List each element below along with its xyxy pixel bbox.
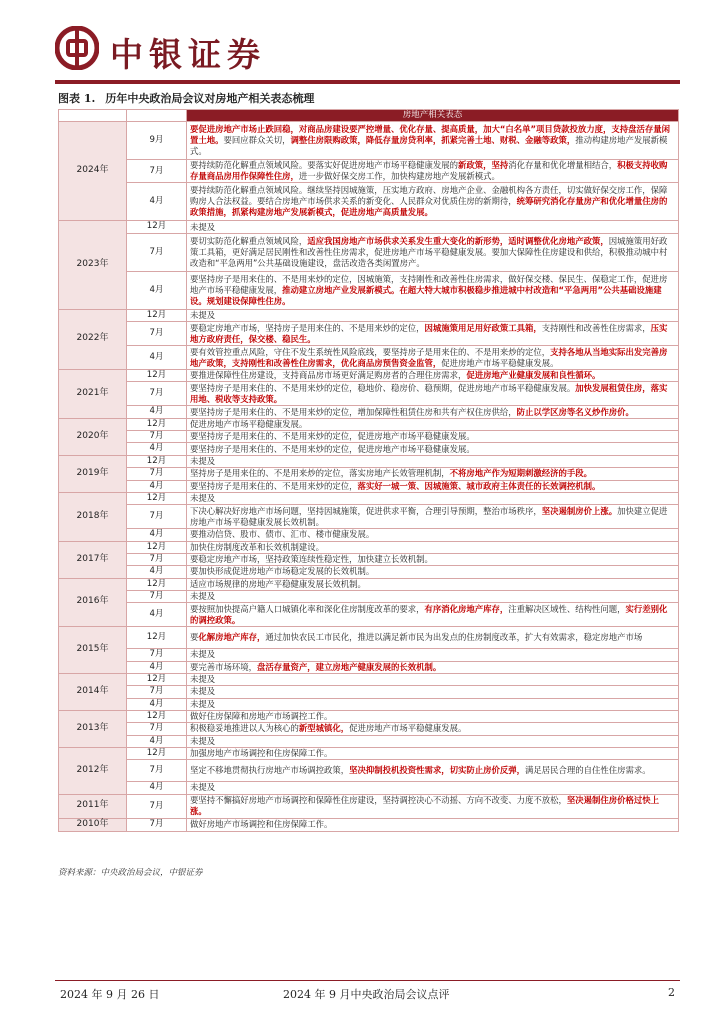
month-cell: 7月 <box>127 468 187 480</box>
statement-cell <box>187 505 679 529</box>
month-cell: 4月 <box>127 443 187 455</box>
year-cell: 2013年 <box>59 710 127 747</box>
table-row <box>59 455 679 467</box>
statement-text: 因城施策用好政策工具箱，更好满足居民刚性和改善性住房需求，促进房地产市场平稳健康发展。要加大保障性住房建设和供给，积极推动城中村改造和“平急两用”公共基础设施建设，盘活改造各类闲置房产。 <box>190 235 668 268</box>
statement-text: 未提及 <box>190 591 216 602</box>
statement-text: 未提及 <box>190 674 216 685</box>
table-body <box>59 122 679 831</box>
header-rule <box>55 80 680 84</box>
statement-cell <box>187 566 679 578</box>
statement-text: 加快建立促进房地产市场平稳健康发展长效机制。 <box>190 505 668 527</box>
month-cell: 12月 <box>127 627 187 649</box>
statement-text: 坚持房子是用来住的、不是用来炒的定位，落实房地产长效管理机制， <box>190 468 450 479</box>
statement-cell <box>187 661 679 673</box>
statement-cell <box>187 382 679 406</box>
statement-cell <box>187 492 679 504</box>
table-row <box>59 505 679 529</box>
statement-text: 未提及 <box>190 221 216 232</box>
statement-cell <box>187 541 679 553</box>
source-note: 资料来源：中央政治局会议，中银证券 <box>58 868 203 878</box>
statement-text: 要 <box>190 632 199 643</box>
month-cell: 4月 <box>127 735 187 747</box>
month-cell: 4月 <box>127 782 187 794</box>
month-cell: 4月 <box>127 661 187 673</box>
table-row <box>59 748 679 760</box>
highlighted-text: 新政策，坚持 <box>458 160 509 171</box>
statement-text: 要坚持房子是用来住的、不是用来炒的定位，促进房地产市场平稳健康发展。 <box>190 443 475 454</box>
statement-text: 促进房地产市场平稳健康发展。 <box>349 723 467 734</box>
statement-text: 进一步做好保交房工作，加快构建房地产发展新模式。 <box>298 171 500 182</box>
statement-text: 做好房地产市场调控和住房保障工作。 <box>190 819 333 830</box>
table-row <box>59 183 679 221</box>
statement-text: 要推动信贷、股市、债市、汇市、楼市健康发展。 <box>190 529 375 540</box>
highlighted-text: 适应我国房地产市场供求关系发生重大变化的新形势，适时调整优化房地产政策， <box>307 235 609 246</box>
table-row <box>59 661 679 673</box>
policy-table <box>58 109 679 832</box>
highlighted-text: 新型城镇化， <box>298 723 350 734</box>
table-row <box>59 468 679 480</box>
statement-cell <box>187 221 679 233</box>
table-row <box>59 529 679 541</box>
month-cell: 4月 <box>127 480 187 492</box>
table-row <box>59 590 679 602</box>
month-cell: 12月 <box>127 748 187 760</box>
statement-cell <box>187 590 679 602</box>
statement-cell <box>187 673 679 685</box>
month-cell: 4月 <box>127 698 187 710</box>
statement-text: 要坚持房子是用来住的、不是用来炒的定位，稳地价、稳房价、稳预期，促进房地产市场平稳健康发展。 <box>190 382 576 393</box>
statement-text: 消化存量和优化增量相结合， <box>508 160 618 171</box>
table-corner <box>59 110 127 122</box>
statement-text: 要稳定房地产市场，坚持房子是用来住的、不是用来炒的定位， <box>190 322 425 333</box>
month-cell: 4月 <box>127 346 187 370</box>
year-cell: 2015年 <box>59 627 127 674</box>
highlighted-text: 坚决遏制房价上涨。 <box>541 505 618 516</box>
table-row <box>59 723 679 735</box>
statement-cell <box>187 686 679 698</box>
statement-text: 要坚持房子是用来住的、不是用来炒的定位，增加保障性租赁住房和共有产权住房供给， <box>190 406 517 417</box>
table-row <box>59 649 679 661</box>
statement-text: 要按照加快提高户籍人口城镇化率和深化住房制度改革的要求， <box>190 603 425 614</box>
statement-cell <box>187 818 679 831</box>
statement-text: 要坚持不懈搞好房地产市场调控和保障性住房建设，坚持调控决心不动摇、方向不改变、力度不放松， <box>190 795 567 806</box>
statement-cell <box>187 723 679 735</box>
figure-title <box>58 90 324 106</box>
table-row <box>59 443 679 455</box>
statement-cell <box>187 443 679 455</box>
table-row <box>59 566 679 578</box>
statement-cell <box>187 529 679 541</box>
statement-text: 未提及 <box>190 455 216 466</box>
highlighted-text: 实行差别化的调控政策。 <box>190 603 668 625</box>
year-cell: 2024年 <box>59 122 127 221</box>
table-row <box>59 431 679 443</box>
statement-cell <box>187 649 679 661</box>
statement-cell <box>187 578 679 590</box>
statement-cell <box>187 183 679 221</box>
statement-cell <box>187 455 679 467</box>
year-cell: 2022年 <box>59 309 127 369</box>
statement-text: 促进房地产市场平稳健康发展。 <box>441 357 559 368</box>
highlighted-text: 落实好一城一策、因城施策、城市政府主体责任的长效调控机制。 <box>357 480 601 491</box>
report-header <box>55 26 675 80</box>
statement-text: 要坚持房子是用来住的、不是用来炒的定位，促进房地产市场平稳健康发展。 <box>190 431 475 442</box>
statement-text: 要坚持房子是用来住的、不是用来炒的定位，因城施策，支持刚性和改善性住房需求，做好保交楼、保民生、保稳定工作，促进房地产市场平稳健康发展， <box>190 273 668 295</box>
table-row <box>59 309 679 321</box>
statement-cell <box>187 233 679 271</box>
statement-text: 要回应群众关切， <box>223 135 291 146</box>
statement-cell <box>187 346 679 370</box>
statement-text: 要有效管控重点风险，守住不发生系统性风险底线，要坚持房子是用来住的、不是用来炒的定位， <box>190 346 551 357</box>
year-cell: 2018年 <box>59 492 127 541</box>
statement-text: 加快住房制度改革和长效机制建设。 <box>190 541 324 552</box>
table-row <box>59 735 679 747</box>
statement-cell <box>187 160 679 183</box>
month-cell: 7月 <box>127 505 187 529</box>
page-number: 2 <box>668 986 675 999</box>
statement-text: 积极稳妥地推进以人为核心的 <box>190 723 299 734</box>
month-cell: 4月 <box>127 183 187 221</box>
month-cell: 7月 <box>127 649 187 661</box>
statement-text: 要推进保障性住房建设，支持商品房市场更好满足购房者的合理住房需求， <box>190 370 467 381</box>
month-cell: 7月 <box>127 382 187 406</box>
highlighted-text: 调整住房限购政策，降低存量房贷利率，抓紧完善土地、财税、金融等政策， <box>290 135 576 146</box>
statement-text: 要坚持房子是用来住的、不是用来炒的定位， <box>190 480 358 491</box>
statement-cell <box>187 122 679 160</box>
month-cell: 12月 <box>127 673 187 685</box>
highlighted-text: 盘活存量资产，建立房地产健康发展的长效机制。 <box>257 661 442 672</box>
statement-text: 未提及 <box>190 649 216 660</box>
statement-text: 未提及 <box>190 735 216 746</box>
table-row <box>59 818 679 831</box>
table-row <box>59 710 679 722</box>
statement-cell <box>187 794 679 818</box>
statement-cell <box>187 698 679 710</box>
statement-text: 注重解决区域性、结构性问题， <box>508 603 626 614</box>
month-cell: 7月 <box>127 431 187 443</box>
month-cell: 7月 <box>127 322 187 346</box>
month-cell: 12月 <box>127 710 187 722</box>
month-cell: 12月 <box>127 309 187 321</box>
highlighted-text: 防止以学区房等名义炒作房价。 <box>516 406 634 417</box>
statement-cell <box>187 748 679 760</box>
month-cell: 7月 <box>127 723 187 735</box>
month-cell: 4月 <box>127 271 187 309</box>
month-cell: 12月 <box>127 455 187 467</box>
month-cell: 7月 <box>127 160 187 183</box>
table-row <box>59 370 679 382</box>
year-cell: 2019年 <box>59 455 127 492</box>
year-cell: 2011年 <box>59 794 127 818</box>
highlighted-text: 不将房地产作为短期刺激经济的手段。 <box>449 468 592 479</box>
month-cell: 4月 <box>127 529 187 541</box>
statement-cell <box>187 431 679 443</box>
table-row <box>59 233 679 271</box>
month-cell: 7月 <box>127 686 187 698</box>
statement-text: 促进房地产市场平稳健康发展。 <box>190 418 308 429</box>
month-cell: 7月 <box>127 818 187 831</box>
statement-cell <box>187 760 679 782</box>
month-cell: 4月 <box>127 406 187 418</box>
highlighted-text: 促进房地产业健康发展和良性循环。 <box>466 370 601 381</box>
statement-text: 未提及 <box>190 492 216 503</box>
table-row <box>59 782 679 794</box>
statement-cell <box>187 418 679 430</box>
table-row <box>59 322 679 346</box>
statement-cell <box>187 710 679 722</box>
statement-text: 通过加快农民工市民化，推进以满足新市民为出发点的住房制度改革，扩大有效需求，稳定房地产市场 <box>265 632 643 643</box>
month-cell: 12月 <box>127 578 187 590</box>
statement-text: 未提及 <box>190 686 216 697</box>
year-cell: 2012年 <box>59 748 127 795</box>
statement-text: 要切实防范化解重点领域风险， <box>190 235 308 246</box>
table-row <box>59 760 679 782</box>
highlighted-text: 因城施策用足用好政策工具箱， <box>424 322 542 333</box>
month-cell: 7月 <box>127 760 187 782</box>
month-cell: 12月 <box>127 418 187 430</box>
statement-text: 未提及 <box>190 698 216 709</box>
table-row <box>59 603 679 627</box>
statement-text: 下决心解决好房地产市场问题，坚持因城施策，促进供求平衡，合理引导预期，整治市场秩序， <box>190 505 542 516</box>
statement-cell <box>187 603 679 627</box>
statement-cell <box>187 322 679 346</box>
statement-text: 推动构建房地产发展新模式。 <box>190 135 668 157</box>
month-cell: 7月 <box>127 590 187 602</box>
highlighted-text: 压实地方政府责任，保交楼、稳民生。 <box>190 322 668 344</box>
statement-text: 满足居民合理的自住性住房需求。 <box>525 765 651 776</box>
month-cell: 12月 <box>127 541 187 553</box>
month-cell: 7月 <box>127 553 187 565</box>
year-cell: 2021年 <box>59 370 127 419</box>
table-row <box>59 794 679 818</box>
footer-date: 2024 年 9 月 26 日 <box>60 988 160 1001</box>
table-row <box>59 271 679 309</box>
table-row <box>59 698 679 710</box>
figure-number: 图表 1. <box>58 92 96 105</box>
statement-cell <box>187 406 679 418</box>
statement-cell <box>187 735 679 747</box>
statement-text: 要持续防范化解重点领域风险。要落实好促进房地产市场平稳健康发展的 <box>190 160 458 171</box>
statement-text: 要加快形成促进房地产市场稳定发展的长效机制。 <box>190 566 375 577</box>
month-cell: 12月 <box>127 370 187 382</box>
month-cell: 4月 <box>127 566 187 578</box>
statement-cell <box>187 370 679 382</box>
bank-of-china-logo-icon <box>55 26 99 70</box>
table-row <box>59 492 679 504</box>
year-cell: 2014年 <box>59 673 127 710</box>
statement-cell <box>187 480 679 492</box>
table-row <box>59 553 679 565</box>
highlighted-text: 坚决遏制住房价格过快上涨。 <box>190 795 659 817</box>
table-row <box>59 627 679 649</box>
year-cell: 2020年 <box>59 418 127 455</box>
table-row <box>59 578 679 590</box>
table-row <box>59 406 679 418</box>
statement-cell <box>187 271 679 309</box>
table-row <box>59 480 679 492</box>
highlighted-text: 加快发展租赁住房，落实用地、税收等支持政策。 <box>190 382 668 404</box>
highlighted-text: 坚决抑制投机投资性需求，切实防止房价反弹， <box>349 765 525 776</box>
statement-text: 加强房地产市场调控和住房保障工作。 <box>190 748 333 759</box>
statement-text: 要持续防范化解重点领域风险。继续坚持因城施策，压实地方政府、房地产企业、金融机构各方责任，切实做好保交房工作，保障购房人合法权益。要结合房地产市场供求关系的新变化、人民群众对优质住房的新期待， <box>190 185 668 207</box>
table-row <box>59 418 679 430</box>
statement-cell <box>187 309 679 321</box>
highlighted-text: 积极支持收购存量商品房用作保障性住房， <box>190 160 668 182</box>
year-cell: 2010年 <box>59 818 127 831</box>
table-header: 房地产相关表态 <box>187 110 679 122</box>
statement-text: 要稳定房地产市场，坚持政策连续性稳定性，加快建立长效机制。 <box>190 554 433 564</box>
footer-title: 2024 年 9 月中央政治局会议点评 <box>283 988 450 1001</box>
table-row <box>59 221 679 233</box>
highlighted-text: 化解房地产库存， <box>198 632 266 643</box>
month-cell: 12月 <box>127 492 187 504</box>
statement-text: 坚定不移地贯彻执行房地产市场调控政策， <box>190 765 350 776</box>
month-cell: 7月 <box>127 794 187 818</box>
highlighted-text: 有序消化房地产库存， <box>424 603 509 614</box>
table-row <box>59 382 679 406</box>
table-row <box>59 686 679 698</box>
statement-cell <box>187 468 679 480</box>
highlighted-text: 支持各地从当地实际出发完善房地产政策，支持刚性和改善性住房需求，优化商品房预售资金监管， <box>190 346 668 368</box>
table-row <box>59 160 679 183</box>
month-cell: 9月 <box>127 122 187 160</box>
statement-text: 适应市场规律的房地产平稳健康发展长效机制。 <box>190 578 366 589</box>
highlighted-text: 要促进房地产市场止跌回稳，对商品房建设要严控增量、优化存量、提高质量，加大“白名单”项目贷款投放力度，支持盘活存量闲置土地。 <box>190 124 671 146</box>
statement-text: 未提及 <box>190 782 216 793</box>
table-row <box>59 541 679 553</box>
table-row <box>59 346 679 370</box>
year-cell: 2016年 <box>59 578 127 627</box>
statement-text: 未提及 <box>190 309 216 320</box>
statement-text: 做好住房保障和房地产市场调控工作。 <box>190 711 333 722</box>
statement-cell <box>187 553 679 565</box>
highlighted-text: 统筹研究消化存量房产和优化增量住房的政策措施，抓紧构建房地产发展新模式，促进房地产高质量发展。 <box>190 196 668 218</box>
statement-text: 支持刚性和改善性住房需求， <box>541 322 651 333</box>
table-corner <box>127 110 187 122</box>
brand-name: 中银证券 <box>110 35 266 74</box>
month-cell: 4月 <box>127 603 187 627</box>
highlighted-text: 推动建立房地产业发展新模式。在超大特大城市积极稳步推进城中村改造和“平急两用”公共基础设施建设。规划建设保障性住房。 <box>190 284 662 306</box>
footer-rule <box>55 980 680 981</box>
table-row <box>59 122 679 160</box>
statement-cell <box>187 782 679 794</box>
statement-cell <box>187 627 679 649</box>
month-cell: 12月 <box>127 221 187 233</box>
month-cell: 7月 <box>127 233 187 271</box>
year-cell: 2017年 <box>59 541 127 578</box>
figure-caption: 历年中央政治局会议对房地产相关表态梳理 <box>105 92 315 105</box>
table-row <box>59 673 679 685</box>
statement-text: 要完善市场环境， <box>190 661 257 672</box>
year-cell: 2023年 <box>59 221 127 309</box>
